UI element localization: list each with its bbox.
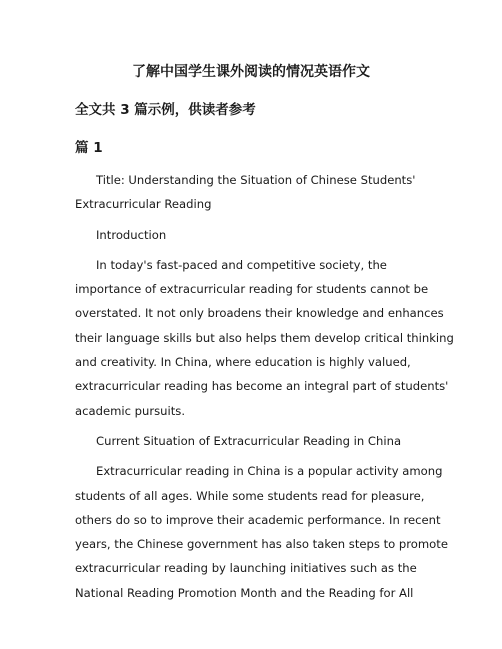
paragraph-line: Introduction [96, 227, 167, 242]
paragraph-line: Extracurricular Reading [75, 197, 212, 212]
document-title: 了解中国学生课外阅读的情况英语作文 [132, 64, 370, 80]
paragraph-line: years, the Chinese government has also taken steps to promote [75, 537, 448, 552]
paragraph-line: overstated. It not only broadens their knowledge and enhances [75, 306, 444, 321]
paragraph-title [75, 168, 430, 217]
document-subtitle: 全文共 3 篇示例，供读者参考 [75, 102, 256, 118]
paragraph-introduction-heading [75, 223, 430, 247]
paragraph-line: others do so to improve their academic performance. In recent [75, 512, 441, 527]
paragraph-line: students of all ages. While some students read for pleasure, [75, 488, 425, 503]
paragraph-line: In today's fast-paced and competitive society, the [96, 257, 387, 272]
paragraph-line: importance of extracurricular reading for students cannot be [75, 282, 429, 297]
paragraph-current-situation [75, 459, 448, 605]
paragraph-line: National Reading Promotion Month and the Reading for All [75, 585, 414, 600]
paragraph-line: academic pursuits. [75, 403, 186, 418]
paragraph-line: and creativity. In China, where education is highly valued, [75, 355, 411, 370]
paragraph-line: extracurricular reading by launching initiatives such as the [75, 561, 417, 576]
document-body [75, 168, 454, 611]
paragraph-introduction [75, 253, 454, 423]
paragraph-line: extracurricular reading has become an integral part of students' [75, 379, 449, 394]
paragraph-line: Current Situation of Extracurricular Reading in China [96, 433, 402, 448]
paragraph-line: Extracurricular reading in China is a popular activity among [96, 464, 443, 479]
paragraph-line: Title: Understanding the Situation of Chinese Students' [96, 173, 416, 187]
paragraph-current-situation-heading [75, 429, 430, 453]
paragraph-line: their language skills but also helps them develop critical thinking [75, 330, 454, 345]
section-heading: 篇 1 [75, 140, 103, 156]
